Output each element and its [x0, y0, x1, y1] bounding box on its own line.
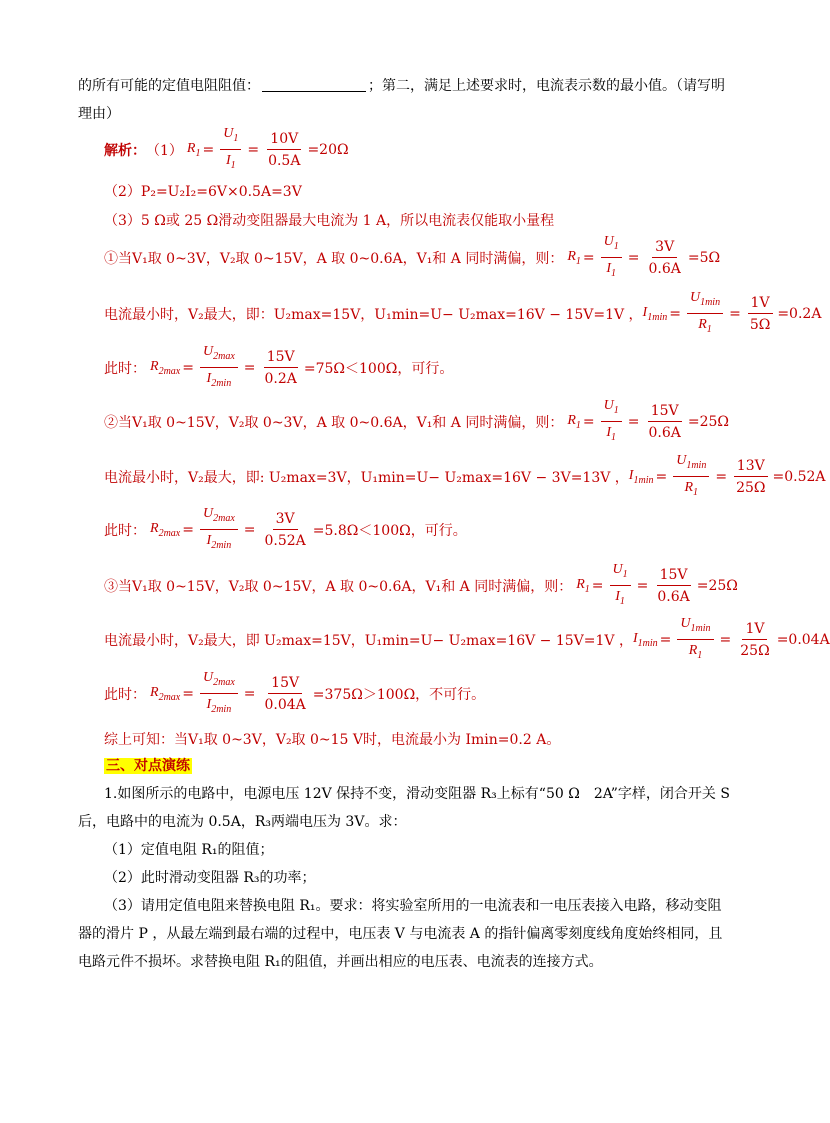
solution-part-2: （2）P₂=U₂I₂=6V×0.5A=3V [104, 184, 302, 200]
intro-text-b: ；第二，满足上述要求时，电流表示数的最小值。（请写明 [368, 78, 725, 94]
case-2-line: ②当V₁取 0~15V，V₂取 0~3V，A 取 0~0.6A，V₁和 A 同时满偏，则： $R_1$ = $\frac{U_1}{I_1}$ = $\frac{15V}{0.6A}$ =25Ω [104, 397, 730, 443]
answer-blank [262, 77, 366, 92]
case-3-line: ③当V₁取 0~15V，V₂取 0~15V，A 取 0~0.6A，V₁和 A 同时满偏，则： $R_1$ = $\frac{U_1}{I_1}$ = $\frac{15V}{0.6A}$ =25Ω [104, 561, 738, 607]
part-1-result: =20Ω [307, 142, 349, 158]
problem-question-2: （2）此时滑动变阻器 R₃的功率； [104, 870, 316, 886]
problem-question-3c: 电路元件不损坏。求替换电阻 R₁的阻值，并画出相应的电压表、电流表的连接方式。 [78, 954, 603, 970]
case-3-r2-line: 此时： $R_{2max}$ = $\frac{U_{2max}}{I_{2min}}$ = $\frac{15V}{0.04A}$ =375Ω＞100Ω，不可行。 [104, 669, 486, 715]
section-heading: 三、对点演练 [106, 758, 190, 774]
case-1-min-line: 电流最小时，V₂最大，即：U₂max=15V，U₁min=U− U₂max=16V − 15V=1V ， $I_{1min}$ = $\frac{U_{1min}}{R_1}$ = $\frac{1V}{5\Omega}$ =0.2A [104, 289, 822, 335]
intro-line-2: 理由） [78, 106, 120, 122]
problem-question-1: （1）定值电阻 R₁的阻值； [104, 842, 274, 858]
part-1-prefix: （1） [146, 143, 183, 159]
case-1-line: ①当V₁取 0~3V，V₂取 0~15V，A 取 0~0.6A，V₁和 A 同时满偏，则： $R_1$ = $\frac{U_1}{I_1}$ = $\frac{3V}{0.6A}$ =5Ω [104, 233, 721, 279]
r1-symbol: $R_1$ [186, 141, 201, 159]
case-1-r2-line: 此时： $R_{2max}$ = $\frac{U_{2max}}{I_{2min}}$ = $\frac{15V}{0.2A}$ =75Ω＜100Ω，可行。 [104, 343, 454, 389]
problem-question-3b: 器的滑片 P ，从最左端到最右端的过程中，电压表 V 与电流表 A 的指针偏离零刻度线角度始终相同，且 [78, 926, 723, 942]
solution-part-1: 解析： （1） $R_1$ = $\frac{U_1}{I_1}$ = $\frac{10V}{0.5A}$ =20Ω [104, 126, 349, 174]
conclusion: 综上可知：当V₁取 0~3V，V₂取 0~15 V时，电流最小为 Imin=0.2 A。 [104, 732, 561, 748]
solution-label: 解析： [104, 143, 146, 159]
problem-question-3a: （3）请用定值电阻来替换电阻 R₁。要求：将实验室所用的一电流表和一电压表接入电路，移动变阻 [104, 898, 722, 914]
intro-text-a: 的所有可能的定值电阻阻值： [78, 78, 260, 94]
case-1-r1-fraction: $\frac{3V}{0.6A}$ [648, 238, 681, 277]
case-2-r2-line: 此时： $R_{2max}$ = $\frac{U_{2max}}{I_{2min}}$ = $\frac{3V}{0.52A}$ =5.8Ω＜100Ω，可行。 [104, 505, 467, 551]
intro-line-1 [78, 76, 725, 96]
problem-line-2: 后，电路中的电流为 0.5A，R₃两端电压为 3V。求： [78, 814, 407, 830]
value-fraction: $\frac{10V}{0.5A}$ [268, 130, 301, 169]
case-2-min-line: 电流最小时，V₂最大，即: U₂max=3V，U₁min=U− U₂max=16V − 3V=13V ， $I_{1min}$ = $\frac{U_{1min}}{R_1}$ = $\frac{13V}{25\Omega}$ =0.52A [104, 452, 826, 498]
case-3-min-line: 电流最小时，V₂最大，即 U₂max=15V，U₁min=U− U₂max=16V − 15V=1V ， $I_{1min}$ = $\frac{U_{1min}}{R_1}$ = $\frac{1V}{25\Omega}$ =0.04A [104, 615, 830, 661]
problem-line-1: 1.如图所示的电路中，电源电压 12V 保持不变，滑动变阻器 R₃上标有“50 Ω 2A”字样，闭合开关 S [104, 786, 730, 802]
u-over-i-fraction: $\frac{U_1}{I_1}$ [220, 124, 241, 177]
solution-part-3: （3）5 Ω或 25 Ω滑动变阻器最大电流为 1 A，所以电流表仅能取小量程 [104, 213, 555, 229]
